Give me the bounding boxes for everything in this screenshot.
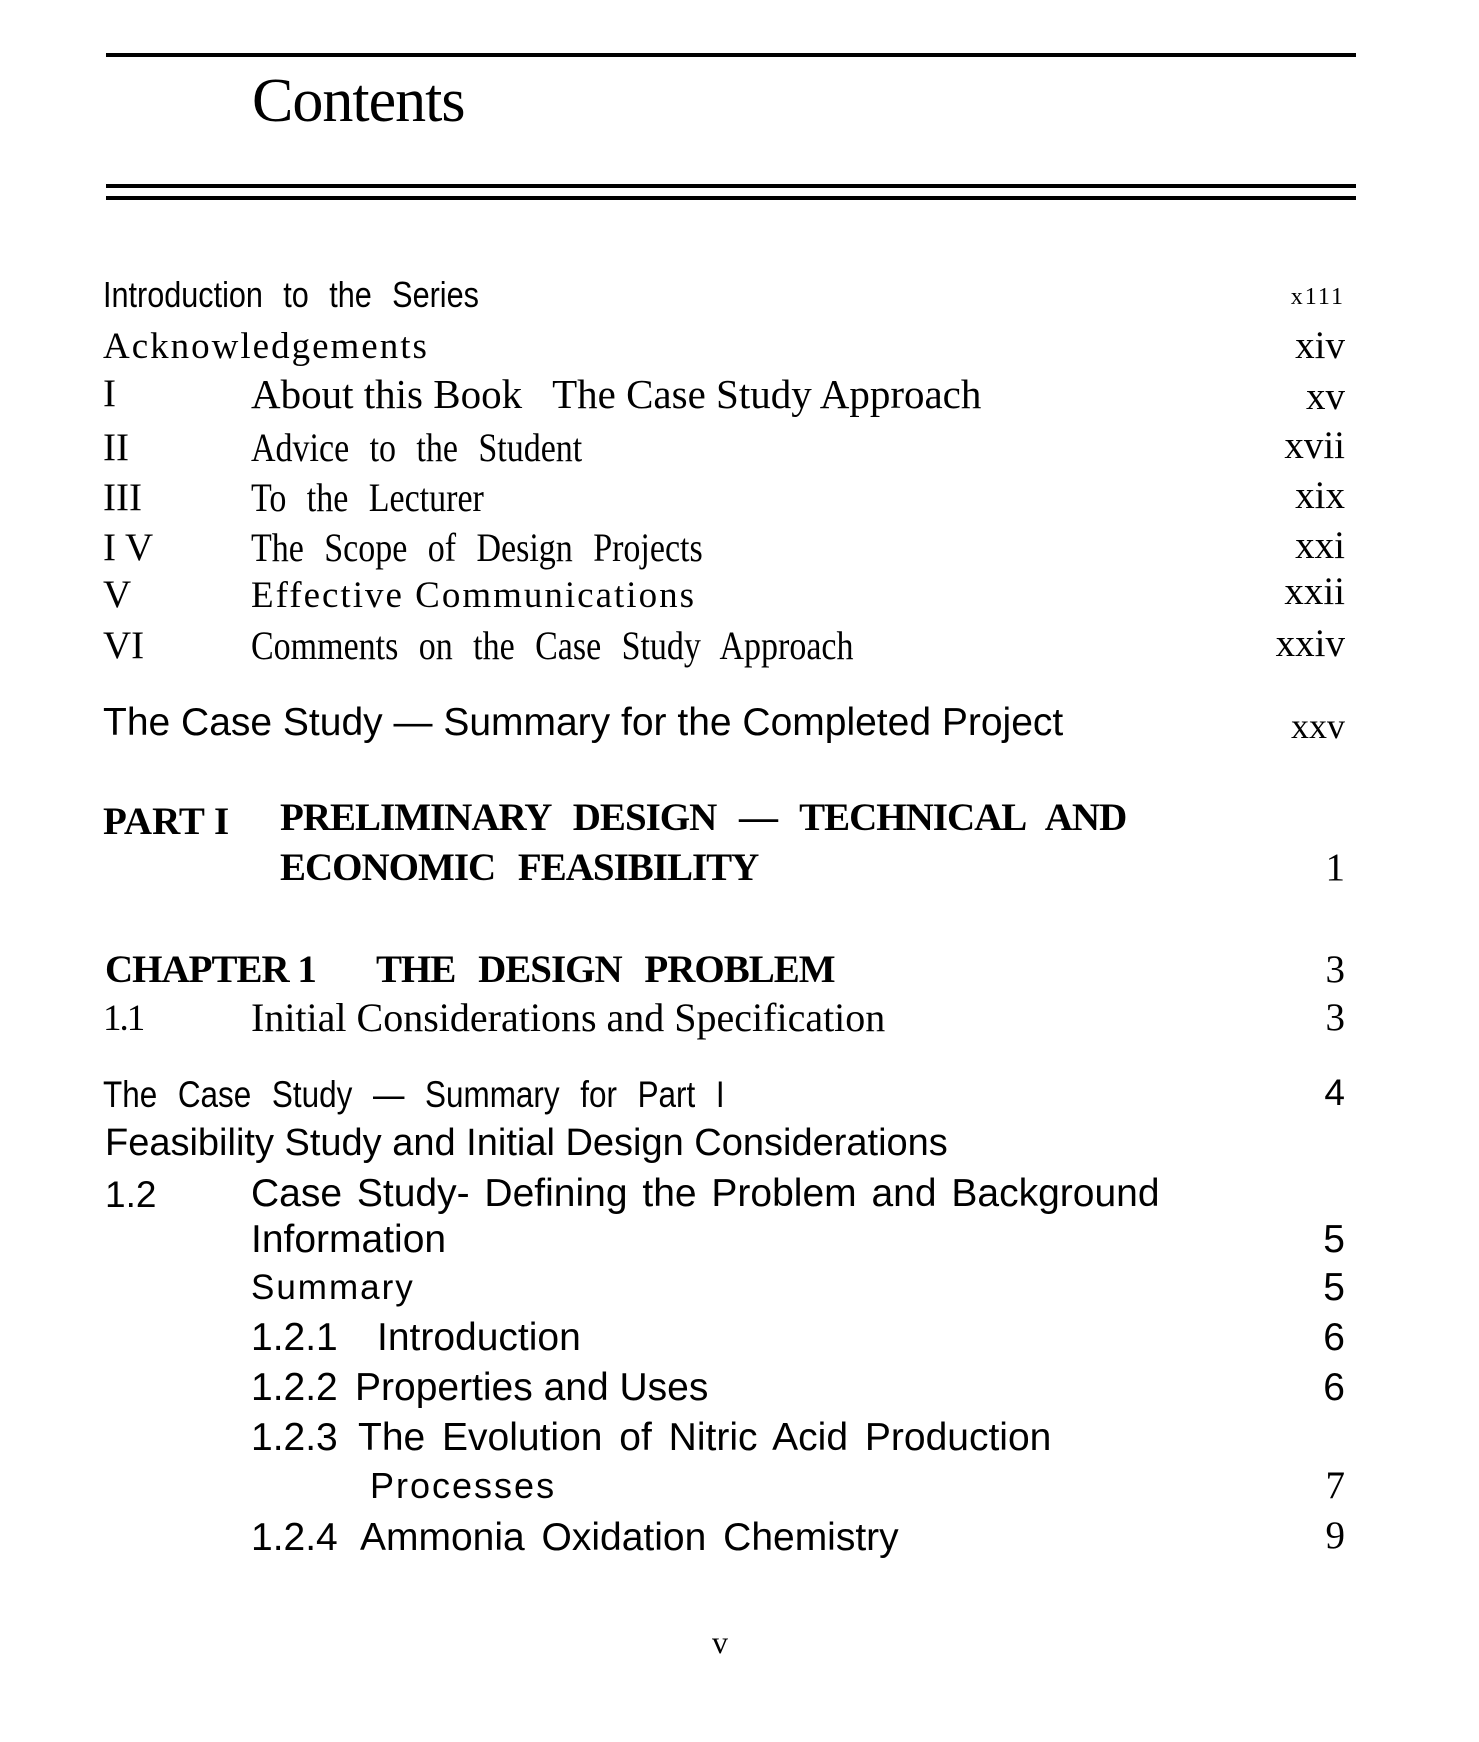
part-title-line1: PRELIMINARY DESIGN — TECHNICAL AND bbox=[280, 796, 1127, 839]
page-number: v bbox=[712, 1624, 728, 1660]
toc-entry-1-2-1: Introduction bbox=[377, 1316, 581, 1359]
toc-entry-communications: Effective Communications bbox=[251, 575, 696, 616]
toc-num-1-2-3: 1.2.3 bbox=[251, 1416, 338, 1459]
toc-page-1-2-2: 6 bbox=[1323, 1366, 1345, 1409]
double-rule-lower bbox=[106, 196, 1356, 200]
toc-entry-1-2-4: Ammonia Oxidation Chemistry bbox=[360, 1516, 899, 1559]
toc-num-1-2-1: 1.2.1 bbox=[251, 1316, 338, 1359]
toc-num-vi: VI bbox=[103, 624, 145, 667]
toc-num-1-2: 1.2 bbox=[105, 1174, 157, 1215]
toc-entry-1-2-3-line1: The Evolution of Nitric Acid Production bbox=[358, 1416, 1052, 1459]
toc-page-summary: 5 bbox=[1323, 1266, 1345, 1309]
chapter-label: CHAPTER 1 bbox=[105, 948, 316, 991]
toc-page-comments: xxiv bbox=[1275, 622, 1345, 665]
toc-entry-1-2-3-line2: Processes bbox=[370, 1465, 557, 1506]
toc-entry-acknowledgements: Acknowledgements bbox=[103, 326, 429, 367]
toc-page-1-2: 5 bbox=[1323, 1218, 1345, 1261]
toc-entry-summary: Summary bbox=[251, 1268, 415, 1307]
toc-num-1-2-2: 1.2.2 bbox=[251, 1366, 338, 1409]
toc-entry-1-1: Initial Considerations and Specification bbox=[251, 995, 886, 1040]
toc-entry-1-2-line2: Information bbox=[251, 1218, 447, 1261]
toc-page-part-summary: 4 bbox=[1324, 1072, 1345, 1113]
toc-entry-part-summary: The Case Study — Summary for Part I bbox=[103, 1074, 725, 1115]
toc-page-communications: xxii bbox=[1284, 570, 1345, 613]
part-title-line2: ECONOMIC FEASIBILITY bbox=[280, 846, 759, 889]
toc-num-v: V bbox=[103, 573, 132, 616]
toc-num-iv: I V bbox=[103, 526, 154, 569]
toc-entry-about: About this Book The Case Study Approach bbox=[251, 371, 982, 417]
toc-num-i: I bbox=[103, 372, 116, 415]
toc-entry-introduction: Introduction to the Series bbox=[103, 274, 479, 315]
toc-entry-lecturer: To the Lecturer bbox=[251, 475, 484, 520]
toc-page-acknowledgements: xiv bbox=[1295, 324, 1345, 367]
toc-page-1-2-4: 9 bbox=[1325, 1514, 1345, 1557]
part-page: 1 bbox=[1325, 846, 1345, 889]
toc-num-1-2-4: 1.2.4 bbox=[251, 1516, 338, 1559]
toc-page-advice: xvii bbox=[1284, 424, 1345, 467]
toc-page-introduction: x111 bbox=[1290, 284, 1345, 310]
toc-entry-1-2-2: Properties and Uses bbox=[355, 1366, 709, 1409]
toc-page-case-summary: xxv bbox=[1291, 706, 1345, 746]
toc-entry-case-summary: The Case Study — Summary for the Completed Project bbox=[103, 701, 1064, 744]
toc-page-lecturer: xix bbox=[1295, 474, 1345, 517]
toc-entry-comments: Comments on the Case Study Approach bbox=[251, 623, 854, 668]
toc-entry-1-2-line1: Case Study- Defining the Problem and Background bbox=[251, 1172, 1160, 1215]
page-title: Contents bbox=[252, 67, 465, 135]
toc-page-about: xv bbox=[1306, 375, 1345, 418]
toc-page-1-2-1: 6 bbox=[1323, 1316, 1345, 1359]
toc-page-1-1: 3 bbox=[1325, 996, 1345, 1039]
toc-page-scope: xxi bbox=[1295, 524, 1345, 567]
toc-num-ii: II bbox=[103, 426, 129, 469]
chapter-page: 3 bbox=[1325, 948, 1345, 991]
part-label: PART I bbox=[103, 800, 230, 843]
double-rule-upper bbox=[106, 184, 1356, 188]
toc-num-iii: III bbox=[103, 476, 142, 519]
chapter-title: THE DESIGN PROBLEM bbox=[376, 948, 835, 991]
feasibility-heading: Feasibility Study and Initial Design Considerations bbox=[105, 1122, 948, 1164]
toc-entry-scope: The Scope of Design Projects bbox=[251, 525, 703, 570]
toc-entry-advice: Advice to the Student bbox=[251, 425, 583, 470]
toc-page-1-2-3: 7 bbox=[1325, 1464, 1345, 1507]
toc-num-1-1: 1.1 bbox=[103, 998, 144, 1039]
top-rule bbox=[106, 53, 1356, 57]
